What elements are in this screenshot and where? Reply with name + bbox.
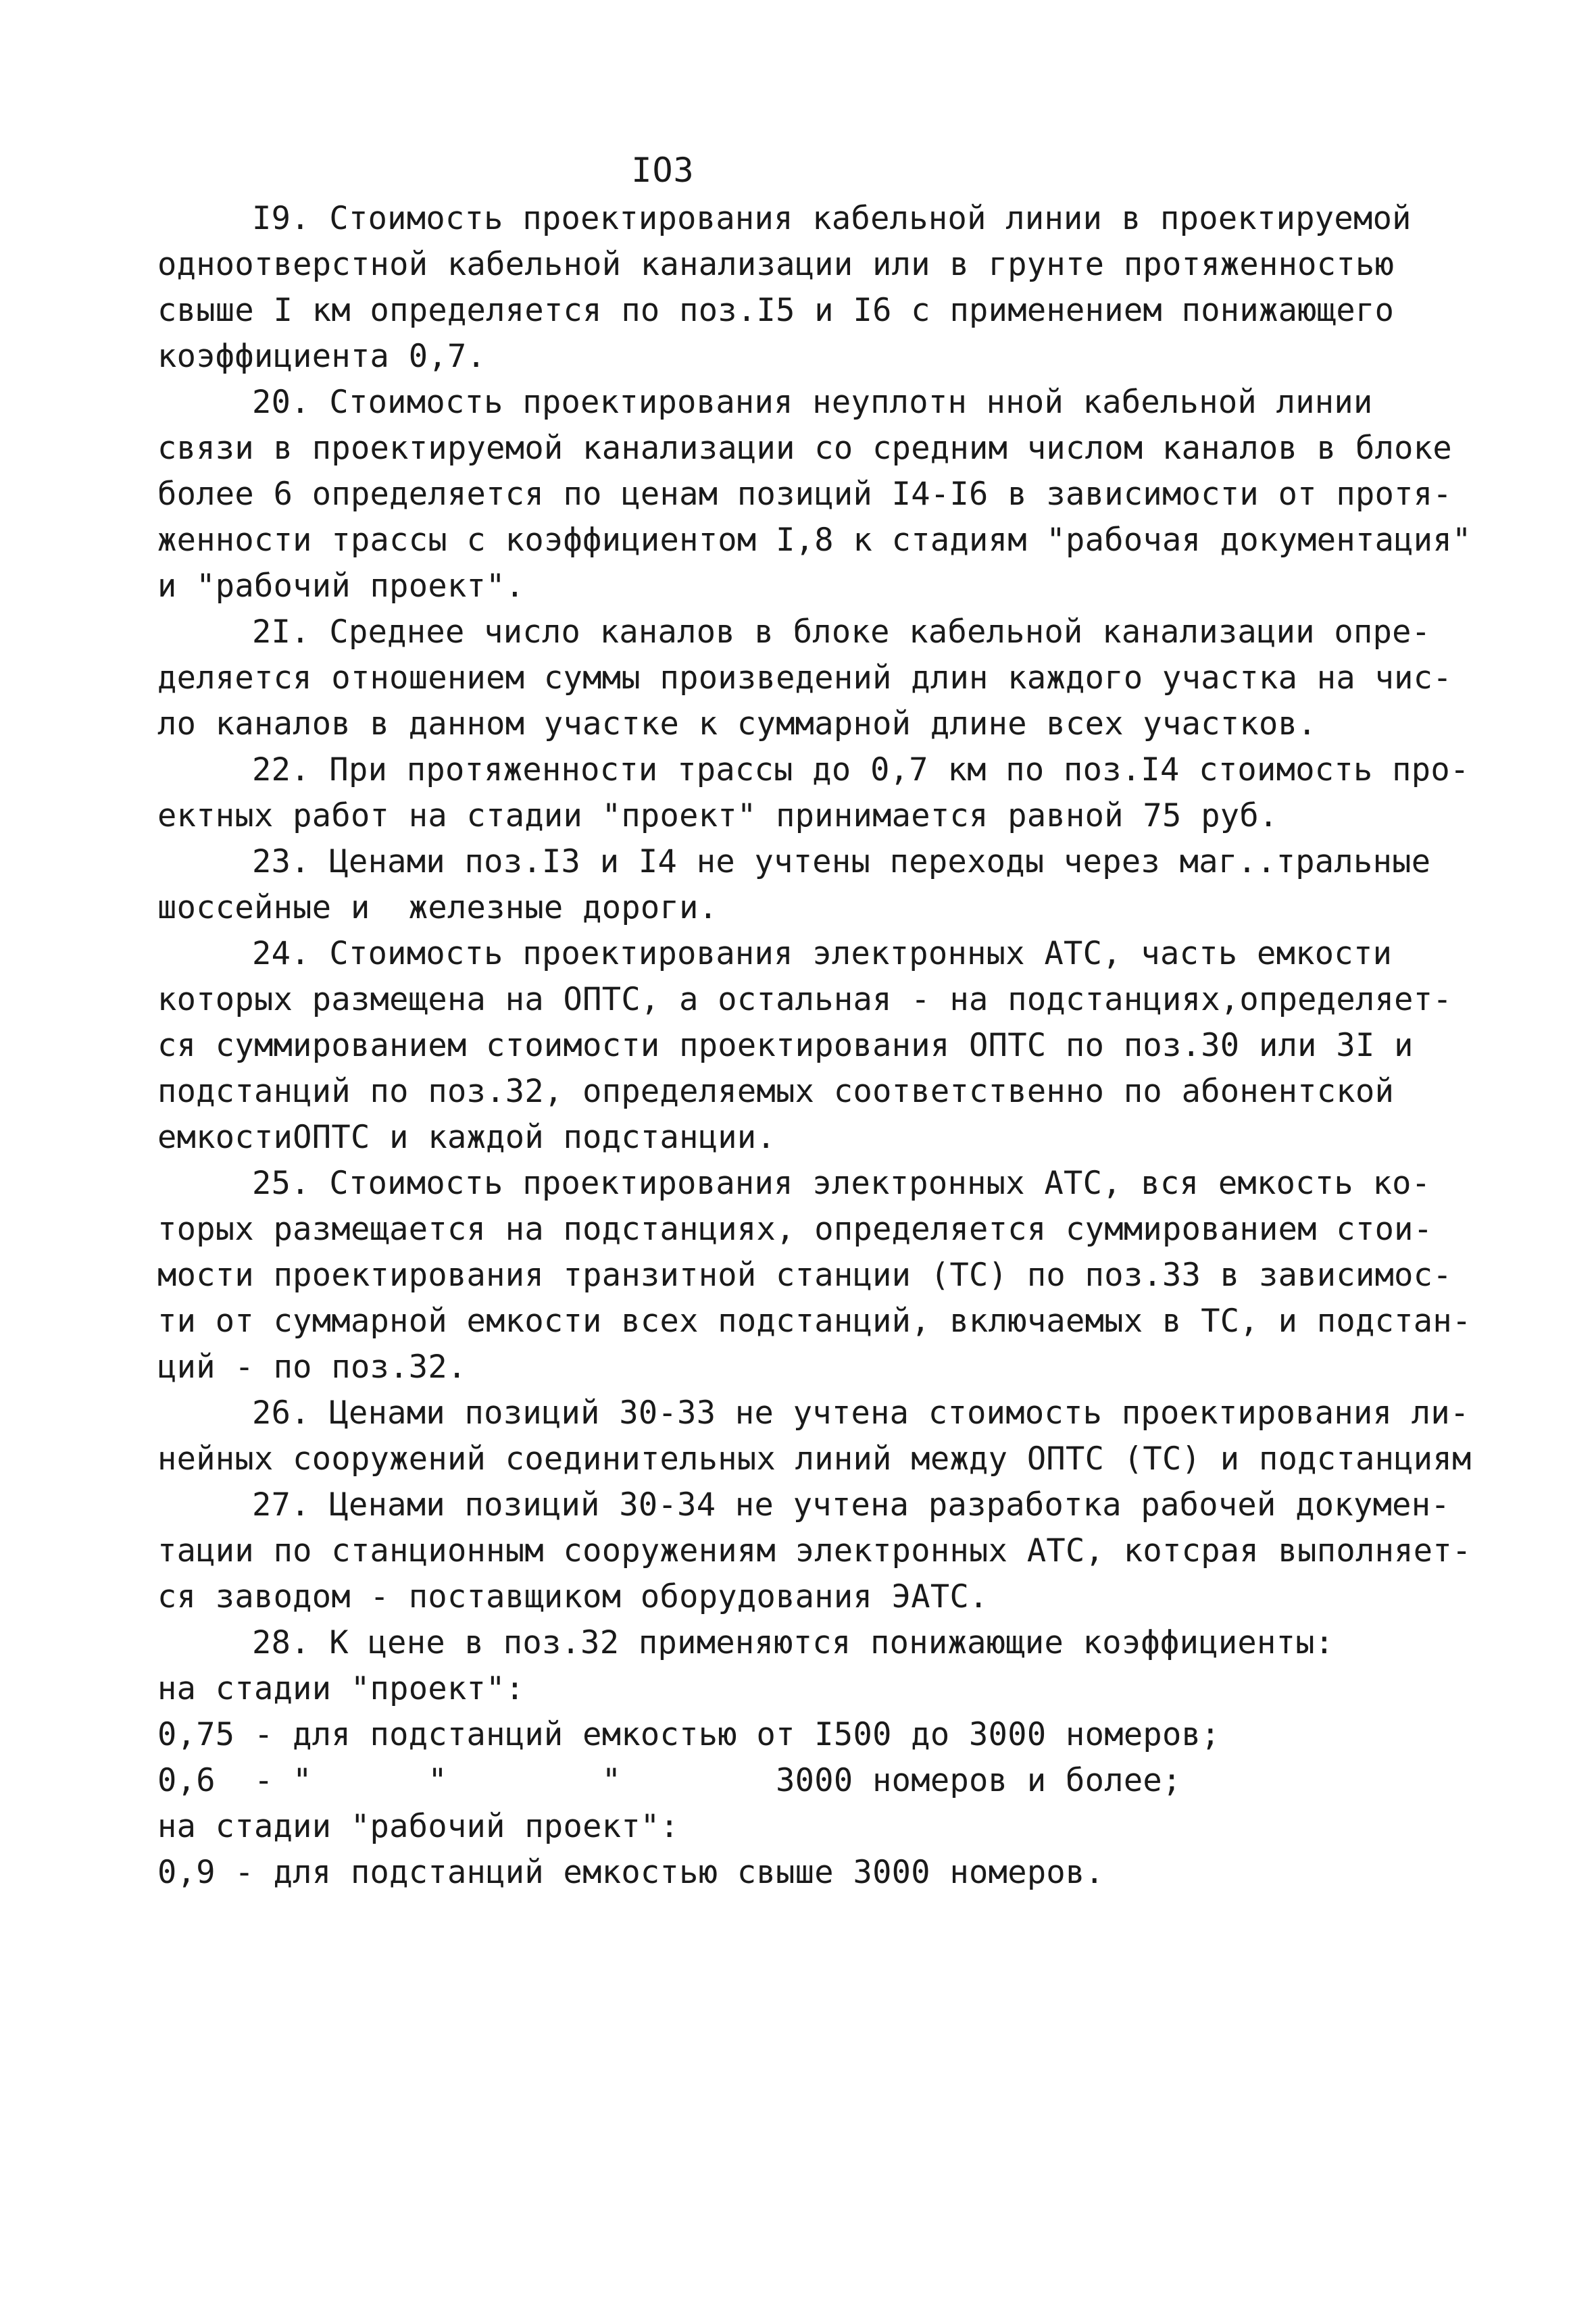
text-line: ти от суммарной емкости всех подстанций, включаемых в ТС, и подстан- xyxy=(157,1303,1472,1340)
text-line: тации по станционным сооружениям электронных АТС, котсрая выполняет- xyxy=(157,1532,1472,1569)
text-line: 24. Стоимость проектирования электронных АТС, часть емкости xyxy=(252,935,1393,972)
text-line: женности трассы с коэффициентом I,8 к стадиям "рабочая документация" xyxy=(157,522,1472,559)
text-line: подстанций по поз.32, определяемых соответственно по абонентской xyxy=(157,1073,1395,1110)
text-line: мости проектирования транзитной станции (ТС) по поз.33 в зависимос- xyxy=(157,1257,1452,1294)
text-line: на стадии "рабочий проект": xyxy=(157,1808,680,1845)
text-line: 25. Стоимость проектирования электронных АТС, вся емкость ко- xyxy=(252,1165,1431,1202)
page-number: IO3 xyxy=(631,151,695,190)
text-line: на стадии "проект": xyxy=(157,1670,525,1707)
text-line: 2I. Среднее число каналов в блоке кабельной канализации опре- xyxy=(252,613,1431,651)
text-line: 0,9 - для подстанций емкостью свыше 3000 номеров. xyxy=(157,1854,1105,1891)
body-text xyxy=(157,196,1482,1896)
text-line: ектных работ на стадии "проект" принимается равной 75 руб. xyxy=(157,797,1278,834)
text-line: ся суммированием стоимости проектирования ОПТС по поз.30 или 3I и xyxy=(157,1027,1414,1064)
text-line: более 6 определяется по ценам позиций I4-I6 в зависимости от протя- xyxy=(157,476,1452,513)
text-line: 23. Ценами поз.I3 и I4 не учтены переходы через маг..тральные xyxy=(252,843,1431,880)
text-line: которых размещена на ОПТС, а остальная - на подстанциях,определяет- xyxy=(157,981,1452,1018)
text-line: шоссейные и железные дороги. xyxy=(157,889,718,926)
text-line: ло каналов в данном участке к суммарной длине всех участков. xyxy=(157,705,1317,743)
text-line: 0,6 - " " " 3000 номеров и более; xyxy=(157,1762,1182,1799)
text-line: одноотверстной кабельной канализации или в грунте протяженностью xyxy=(157,246,1395,283)
text-line: нейных сооружений соединительных линий между ОПТС (ТС) и подстанциям xyxy=(157,1440,1472,1478)
text-line: торых размещается на подстанциях, определяется суммированием стои- xyxy=(157,1211,1433,1248)
text-line: и "рабочий проект". xyxy=(157,568,525,605)
text-line: 0,75 - для подстанций емкостью от I500 до 3000 номеров; xyxy=(157,1716,1220,1753)
text-line: коэффициента 0,7. xyxy=(157,338,487,375)
text-line: 20. Стоимость проектирования неуплотн нной кабельной линии xyxy=(252,384,1373,421)
text-line: 26. Ценами позиций 30-33 не учтена стоимость проектирования ли- xyxy=(252,1394,1470,1432)
text-line: 27. Ценами позиций 30-34 не учтена разработка рабочей докумен- xyxy=(252,1486,1450,1524)
text-line: емкостиОПТС и каждой подстанции. xyxy=(157,1119,776,1156)
text-line: ций - по поз.32. xyxy=(157,1349,467,1386)
text-line: деляется отношением суммы произведений длин каждого участка на чис- xyxy=(157,659,1452,697)
text-line: ся заводом - поставщиком оборудования ЭАТС. xyxy=(157,1578,989,1615)
text-line: I9. Стоимость проектирования кабельной линии в проектируемой xyxy=(252,200,1412,237)
text-line: свыше I км определяется по поз.I5 и I6 с применением понижающего xyxy=(157,292,1395,329)
text-line: 22. При протяженности трассы до 0,7 км по поз.I4 стоимость про- xyxy=(252,751,1470,788)
text-line: связи в проектируемой канализации со средним числом каналов в блоке xyxy=(157,430,1452,467)
text-line: 28. К цене в поз.32 применяются понижающие коэффициенты: xyxy=(252,1624,1335,1661)
